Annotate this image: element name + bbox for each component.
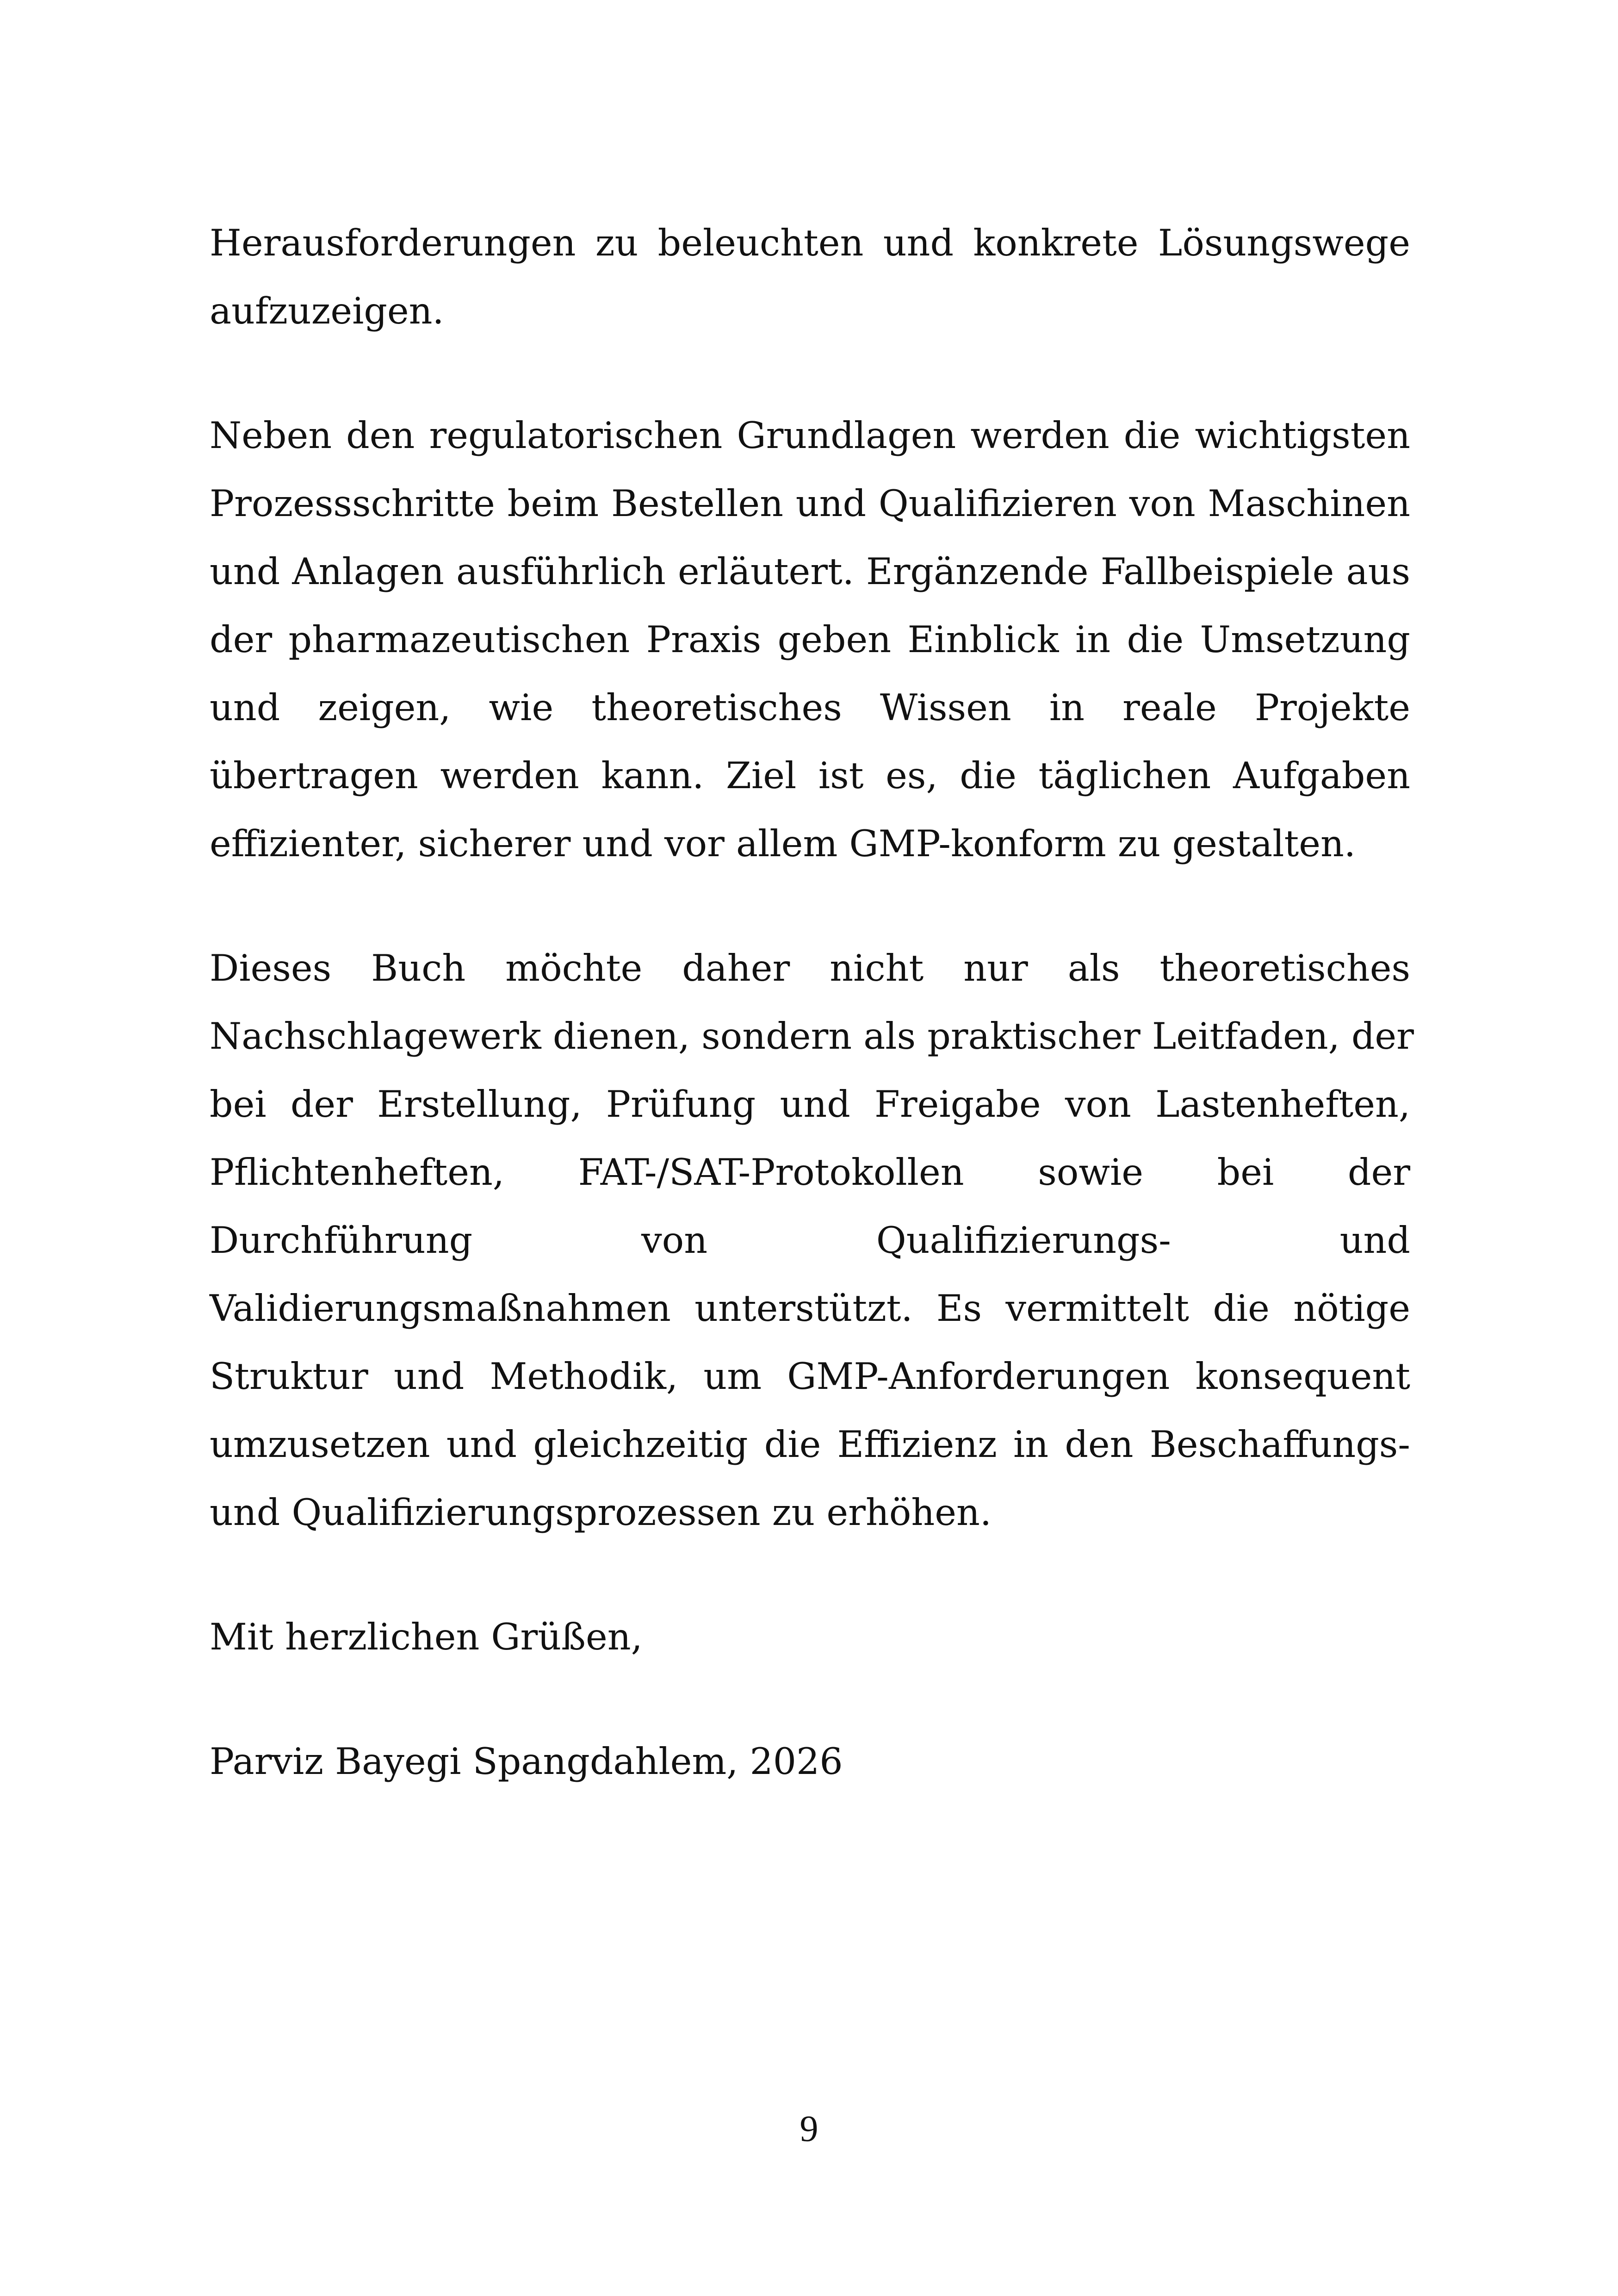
text-line: Parviz Bayegi Spangdahlem, 2026 — [210, 1740, 843, 1783]
text-line: aufzuzeigen. — [210, 290, 444, 332]
text-line: Durchführung von Qualifizierungs- und — [210, 1219, 1410, 1262]
paragraph-3 — [210, 934, 1414, 1547]
text-line: Neben den regulatorischen Grundlagen werden die wichtigsten — [210, 414, 1410, 457]
text-line: und Anlagen ausführlich erläutert. Ergänzende Fallbeispiele aus — [210, 550, 1410, 593]
body-text — [210, 209, 1414, 1796]
text-line: und zeigen, wie theoretisches Wissen in reale Projekte — [210, 686, 1410, 729]
text-line: Pflichtenheften, FAT-/SAT-Protokollen sowie bei der — [210, 1151, 1410, 1194]
text-line: und Qualifizierungsprozessen zu erhöhen. — [210, 1491, 992, 1534]
text-line: umzusetzen und gleichzeitig die Effizienz in den Beschaffungs- — [210, 1423, 1410, 1466]
text-line: Prozessschritte beim Bestellen und Qualifizieren von Maschinen — [210, 482, 1410, 525]
text-line: Dieses Buch möchte daher nicht nur als theoretisches — [210, 947, 1410, 989]
text-line: der pharmazeutischen Praxis geben Einblick in die Umsetzung — [210, 618, 1410, 661]
signature-line — [210, 1728, 1410, 1796]
text-line: bei der Erstellung, Prüfung und Freigabe von Lastenheften, — [210, 1083, 1410, 1126]
text-line: Herausforderungen zu beleuchten und konkrete Lösungswege — [210, 222, 1410, 264]
closing-greeting — [210, 1603, 1410, 1671]
page-number: 9 — [800, 2109, 818, 2149]
text-line: übertragen werden kann. Ziel ist es, die täglichen Aufgaben — [210, 754, 1410, 797]
paragraph-1 — [210, 209, 1410, 345]
text-line: Struktur und Methodik, um GMP-Anforderungen konsequent — [210, 1355, 1410, 1398]
text-line: Validierungsmaßnahmen unterstützt. Es vermittelt die nötige — [210, 1287, 1410, 1330]
text-line: Mit herzlichen Grüßen, — [210, 1616, 643, 1658]
text-line: effizienter, sicherer und vor allem GMP-konform zu gestalten. — [210, 822, 1356, 865]
paragraph-2 — [210, 402, 1410, 878]
text-line: Nachschlagewerk dienen, sondern als praktischer Leitfaden, der — [210, 1015, 1414, 1058]
